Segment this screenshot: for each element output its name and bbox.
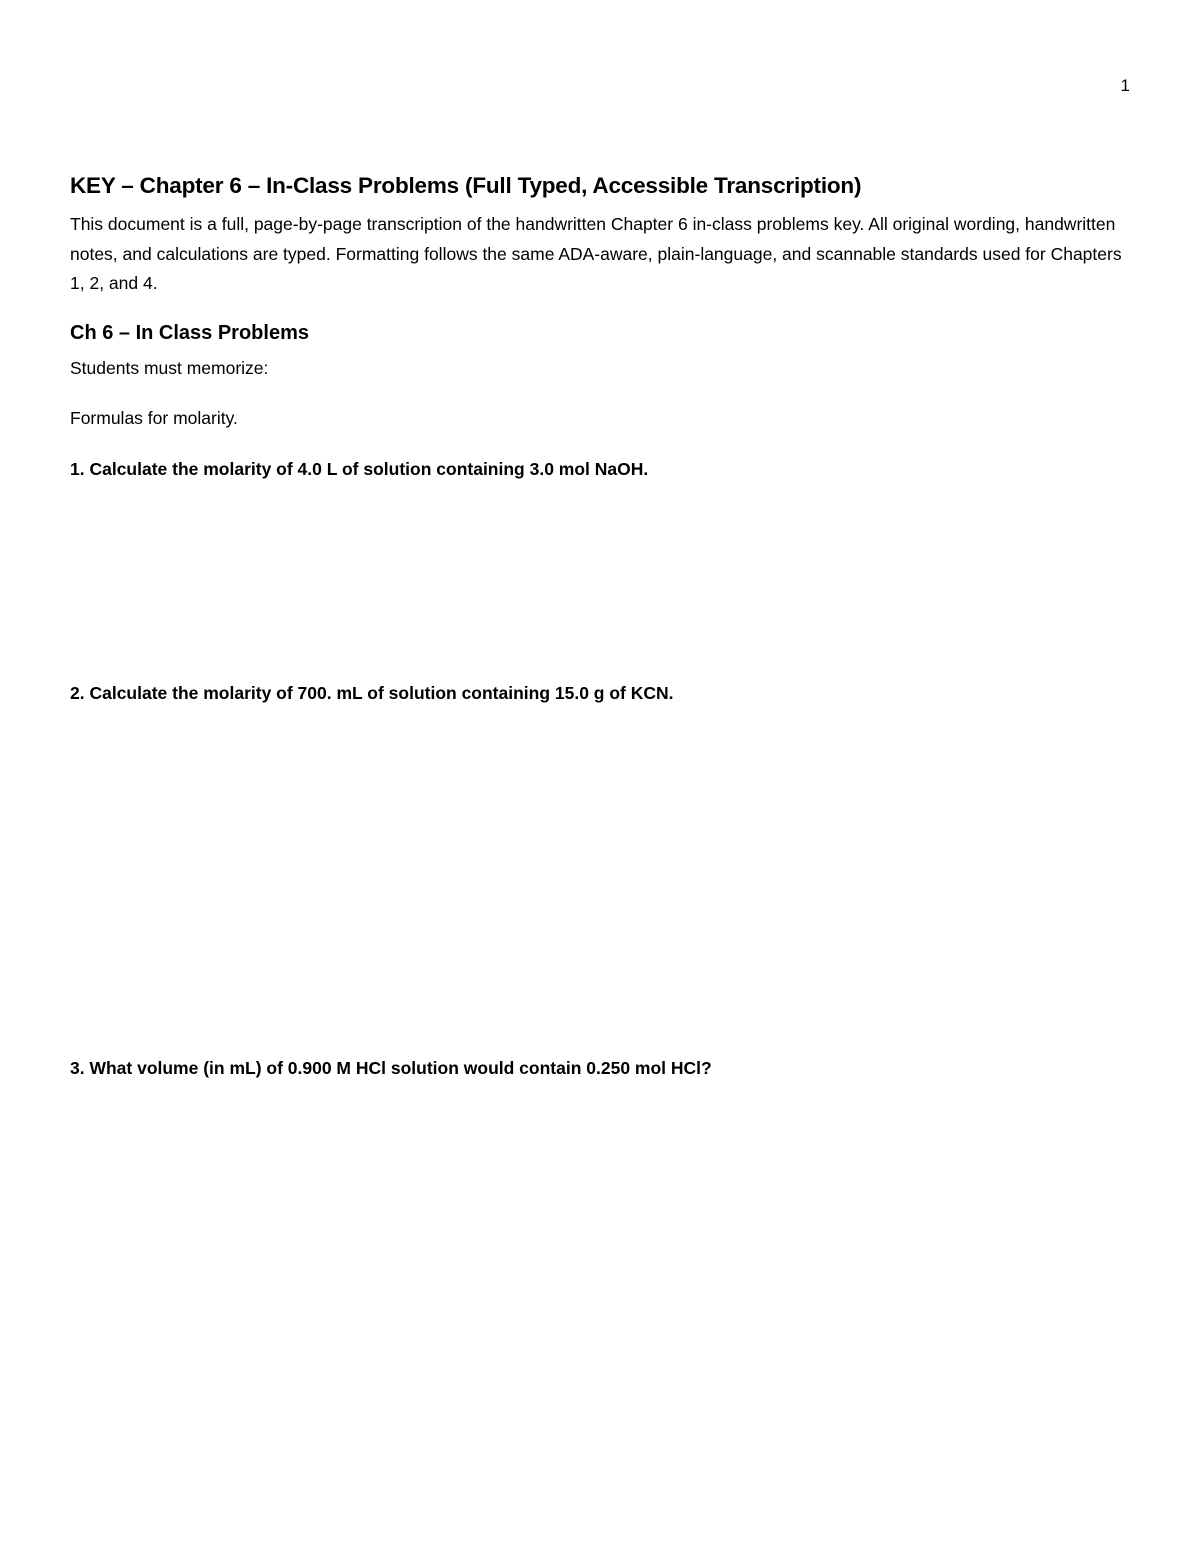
document-title: KEY – Chapter 6 – In-Class Problems (Full Typed, Accessible Transcription) <box>70 173 862 198</box>
memorize-item: Formulas for molarity. <box>70 408 238 428</box>
question-2: 2. Calculate the molarity of 700. mL of solution containing 15.0 g of KCN. <box>70 683 674 703</box>
question-3: 3. What volume (in mL) of 0.900 M HCl solution would contain 0.250 mol HCl? <box>70 1058 712 1078</box>
question-1: 1. Calculate the molarity of 4.0 L of solution containing 3.0 mol NaOH. <box>70 459 649 479</box>
memorize-label: Students must memorize: <box>70 358 269 378</box>
intro-paragraph: This document is a full, page-by-page transcription of the handwritten Chapter 6 in-class problems key. All original wording, handwritten notes, and calculations are typed. Formatting follows the same ADA-aware, plain-language, and scannable standards used for Chapters 1, 2, and 4. <box>70 214 1122 293</box>
section-heading: Ch 6 – In Class Problems <box>70 322 309 344</box>
page-number: 1 <box>1120 76 1130 95</box>
